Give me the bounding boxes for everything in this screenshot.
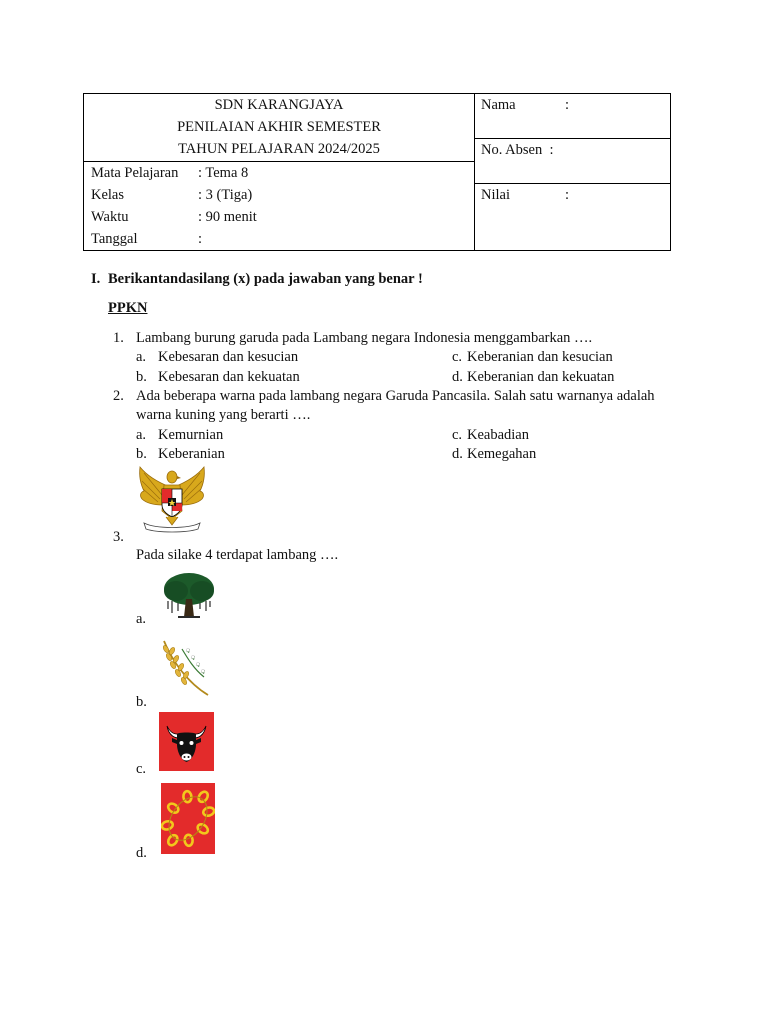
option-letter: d. bbox=[452, 369, 463, 385]
option-letter: a. bbox=[136, 611, 147, 627]
absen-colon: : bbox=[549, 142, 554, 158]
option-letter: b. bbox=[136, 369, 147, 385]
option-letter: b. bbox=[136, 694, 147, 710]
option-text[interactable]: Kemurnian bbox=[158, 427, 224, 443]
academic-year: TAHUN PELAJARAN 2024/2025 bbox=[178, 141, 380, 157]
exam-title: PENILAIAN AKHIR SEMESTER bbox=[177, 119, 381, 135]
info-row: Waktu : 90 menit bbox=[91, 209, 257, 225]
option-letter: a. bbox=[136, 349, 147, 365]
garuda-pancasila-icon bbox=[136, 465, 208, 533]
question-text-continued: warna kuning yang berarti …. bbox=[136, 407, 311, 423]
bull-head-icon[interactable] bbox=[159, 712, 214, 771]
info-row: Kelas : 3 (Tiga) bbox=[91, 187, 253, 203]
option-text[interactable]: Kebesaran dan kekuatan bbox=[158, 369, 300, 385]
option-text[interactable]: Keberanian bbox=[158, 446, 225, 462]
nama-colon: : bbox=[565, 97, 570, 113]
chain-icon[interactable] bbox=[161, 783, 215, 854]
subject-heading: PPKN bbox=[108, 300, 148, 316]
section-numeral: I. bbox=[91, 271, 101, 287]
exam-info-block bbox=[84, 162, 475, 251]
option-text[interactable]: Kebesaran dan kesucian bbox=[158, 349, 299, 365]
section-instruction: Berikantandasilang (x) pada jawaban yang benar ! bbox=[108, 271, 423, 287]
option-letter: a. bbox=[136, 427, 147, 443]
banyan-tree-icon[interactable] bbox=[162, 571, 216, 621]
nilai-colon: : bbox=[565, 187, 570, 203]
nama-label: Nama bbox=[481, 97, 516, 113]
option-letter: b. bbox=[136, 446, 147, 462]
option-text[interactable]: Keberanian dan kekuatan bbox=[467, 369, 615, 385]
option-letter: d. bbox=[136, 845, 147, 861]
option-text[interactable]: Keabadian bbox=[467, 427, 529, 443]
option-letter: c. bbox=[136, 761, 147, 777]
nama-field[interactable] bbox=[475, 94, 671, 139]
rice-cotton-icon[interactable] bbox=[158, 637, 212, 699]
nilai-field[interactable] bbox=[475, 184, 671, 251]
question-text: Lambang burung garuda pada Lambang negara Indonesia menggambarkan …. bbox=[136, 330, 593, 346]
absen-field[interactable] bbox=[475, 139, 671, 184]
option-text[interactable]: Kemegahan bbox=[467, 446, 537, 462]
absen-label: No. Absen bbox=[481, 142, 543, 158]
info-row: Mata Pelajaran : Tema 8 bbox=[91, 165, 249, 181]
question-number: 1. bbox=[113, 330, 124, 346]
option-letter: c. bbox=[452, 349, 463, 365]
question-number: 2. bbox=[113, 388, 124, 404]
nilai-label: Nilai bbox=[481, 187, 510, 203]
question-text: Pada silake 4 terdapat lambang …. bbox=[136, 547, 339, 563]
header-table bbox=[83, 93, 671, 251]
info-row: Tanggal : bbox=[91, 231, 203, 247]
question-text: Ada beberapa warna pada lambang negara Garuda Pancasila. Salah satu warnanya adalah bbox=[136, 388, 655, 404]
option-text[interactable]: Keberanian dan kesucian bbox=[467, 349, 613, 365]
question-number: 3. bbox=[113, 529, 124, 545]
option-letter: d. bbox=[452, 446, 463, 462]
option-letter: c. bbox=[452, 427, 463, 443]
school-name: SDN KARANGJAYA bbox=[214, 97, 344, 113]
school-title-block bbox=[84, 94, 475, 162]
